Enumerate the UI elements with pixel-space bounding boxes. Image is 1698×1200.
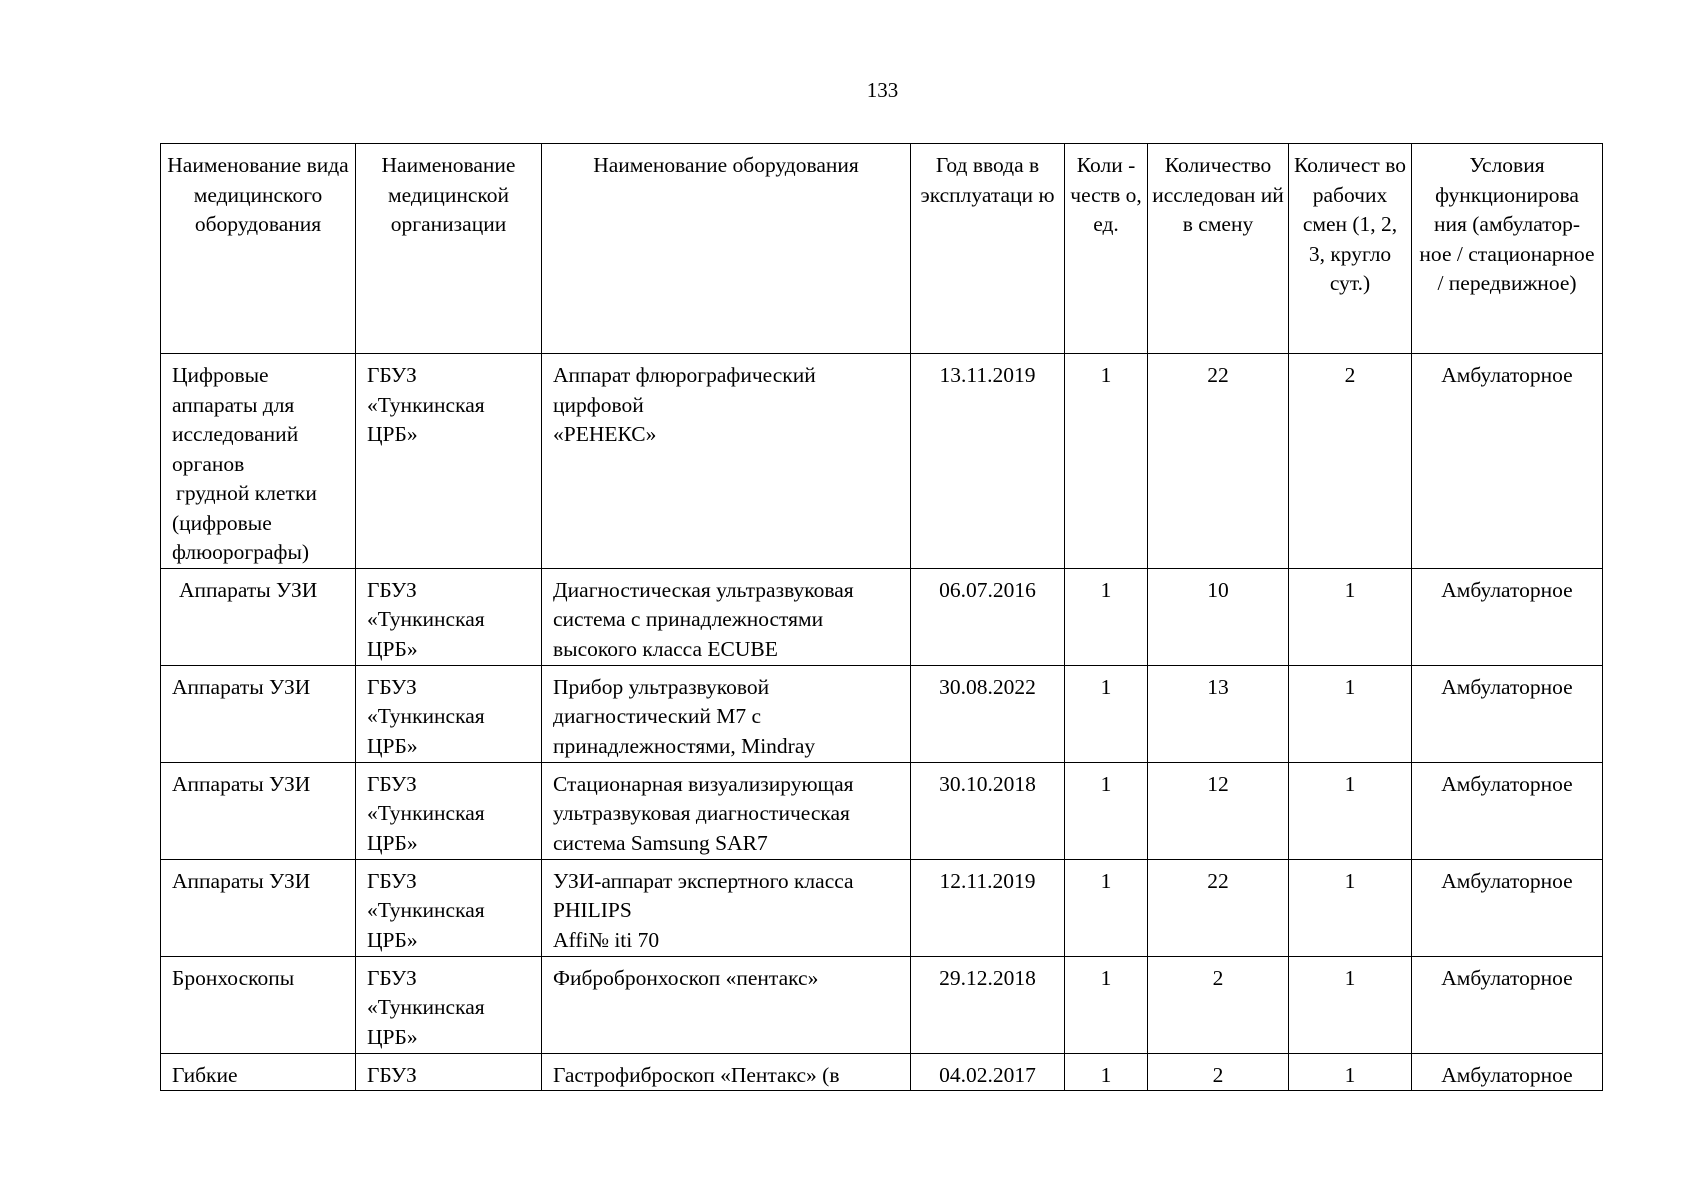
header-quantity: Коли - честв о, ед. [1065,144,1148,354]
cell-commission-date: 29.12.2018 [911,956,1065,1053]
cell-operating-conditions: Амбулаторное [1412,665,1603,762]
cell-studies-per-shift: 12 [1148,762,1289,859]
cell-studies-per-shift: 10 [1148,568,1289,665]
cell-shift-count: 1 [1289,859,1412,956]
cell-line: ЦРБ» [367,927,418,952]
cell-shift-count: 1 [1289,956,1412,1053]
cell-line: Гибкие [172,1062,238,1087]
header-shift-count: Количест во рабочих смен (1, 2, 3, кругло сут.) [1289,144,1412,354]
cell-quantity: 1 [1065,762,1148,859]
cell-operating-conditions: Амбулаторное [1412,1053,1603,1091]
table-row [161,665,1603,762]
cell-shift-count: 1 [1289,568,1412,665]
cell-organization [356,956,542,1053]
cell-line: исследований [172,422,299,446]
cell-line: ультразвуковая диагностическая [553,801,850,825]
cell-line: УЗИ-аппарат экспертного класса [553,868,854,893]
cell-line: Бронхоскопы [172,965,295,990]
cell-line: органов [172,451,245,476]
header-commission-year: Год ввода в эксплуатаци ю [911,144,1065,354]
cell-line: ЦРБ» [367,636,418,661]
cell-quantity: 1 [1065,859,1148,956]
cell-operating-conditions: Амбулаторное [1412,956,1603,1053]
cell-equipment-name [542,1053,911,1091]
equipment-table [160,143,1603,1091]
cell-line: Аппараты УЗИ [172,674,311,699]
cell-line: Аппараты УЗИ [172,771,311,796]
cell-line: Диагностическая ультразвуковая [553,577,854,602]
cell-line: Прибор ультразвуковой [553,674,770,699]
cell-equipment-type [161,956,356,1053]
cell-equipment-type [161,354,356,569]
cell-line: ГБУЗ [367,363,417,387]
cell-organization [356,762,542,859]
cell-line: ЦРБ» [367,422,418,446]
cell-line: диагностический М7 с [553,704,762,728]
cell-organization [356,354,542,569]
cell-equipment-type [161,859,356,956]
table-row [161,1053,1603,1091]
cell-studies-per-shift: 22 [1148,859,1289,956]
cell-line: ГБУЗ [367,965,417,990]
cell-line: ГБУЗ [367,1062,417,1087]
cell-commission-date: 12.11.2019 [911,859,1065,956]
table-row [161,354,1603,569]
cell-line: ГБУЗ [367,577,417,602]
cell-line: Стационарная визуализирующая [553,771,854,796]
cell-shift-count: 1 [1289,665,1412,762]
cell-line: Фибробронхоскоп «пентакс» [553,965,819,990]
page-number: 133 [866,78,899,102]
cell-line: цирфовой [553,392,644,417]
cell-line: «РЕНЕКС» [553,422,657,446]
cell-line: (цифровые [172,510,272,535]
cell-line: «Тункинская [367,898,485,922]
cell-line: Гастрофиброскоп «Пентакс» (в [553,1062,840,1087]
cell-line: PHILIPS [553,898,632,922]
cell-line: «Тункинская [367,801,485,825]
cell-line: система Samsung SAR7 [553,830,768,855]
cell-line: Аппараты УЗИ [172,868,311,893]
cell-operating-conditions: Амбулаторное [1412,354,1603,569]
cell-commission-date: 13.11.2019 [911,354,1065,569]
cell-line: Цифровые [172,363,269,387]
cell-equipment-type [161,665,356,762]
cell-line: Affi№ iti 70 [553,927,660,952]
cell-equipment-type [161,1053,356,1091]
cell-line: Аппарат флюрографический [553,363,816,387]
cell-line: принадлежностями, Mindray [553,733,816,758]
cell-line: «Тункинская [367,704,485,728]
cell-commission-date: 04.02.2017 [911,1053,1065,1091]
header-equipment-type: Наименование вида медицинского оборудования [161,144,356,354]
header-studies-per-shift: Количество исследован ий в смену [1148,144,1289,354]
cell-commission-date: 30.08.2022 [911,665,1065,762]
cell-equipment-name [542,956,911,1053]
cell-line: ГБУЗ [367,771,417,796]
cell-quantity: 1 [1065,354,1148,569]
cell-equipment-name [542,568,911,665]
table-row [161,568,1603,665]
cell-shift-count: 2 [1289,354,1412,569]
cell-line: «Тункинская [367,607,485,631]
table-row [161,762,1603,859]
cell-line: грудной клетки [176,481,317,505]
cell-line: Аппараты УЗИ [179,577,318,602]
cell-commission-date: 30.10.2018 [911,762,1065,859]
cell-equipment-type [161,568,356,665]
table-row [161,956,1603,1053]
table-header-row [161,144,1603,354]
cell-organization [356,1053,542,1091]
cell-equipment-name [542,665,911,762]
cell-line: ГБУЗ [367,674,417,699]
cell-equipment-name [542,354,911,569]
cell-quantity: 1 [1065,665,1148,762]
cell-operating-conditions: Амбулаторное [1412,762,1603,859]
table-row [161,859,1603,956]
cell-studies-per-shift: 22 [1148,354,1289,569]
cell-line: ГБУЗ [367,868,417,893]
header-operating-conditions: Условия функционирова ния (амбулатор- ное / стационарное / передвижное) [1412,144,1603,354]
cell-studies-per-shift: 13 [1148,665,1289,762]
cell-line: ЦРБ» [367,830,418,855]
cell-equipment-type [161,762,356,859]
cell-operating-conditions: Амбулаторное [1412,568,1603,665]
cell-line: «Тункинская [367,995,485,1019]
header-organization: Наименование медицинской организации [356,144,542,354]
cell-organization [356,665,542,762]
cell-operating-conditions: Амбулаторное [1412,859,1603,956]
cell-shift-count: 1 [1289,762,1412,859]
cell-line: ЦРБ» [367,1024,418,1049]
cell-line: «Тункинская [367,392,485,417]
cell-studies-per-shift: 2 [1148,956,1289,1053]
cell-organization [356,859,542,956]
cell-shift-count: 1 [1289,1053,1412,1091]
cell-line: флюорографы) [172,540,310,564]
cell-line: высокого класса ECUBE [553,636,778,661]
cell-line: система с принадлежностями [553,607,824,631]
cell-organization [356,568,542,665]
cell-quantity: 1 [1065,956,1148,1053]
cell-studies-per-shift: 2 [1148,1053,1289,1091]
cell-quantity: 1 [1065,568,1148,665]
cell-equipment-name [542,762,911,859]
header-equipment-name: Наименование оборудования [542,144,911,354]
cell-commission-date: 06.07.2016 [911,568,1065,665]
cell-equipment-name [542,859,911,956]
cell-line: ЦРБ» [367,733,418,758]
cell-line: аппараты для [172,392,295,417]
cell-quantity: 1 [1065,1053,1148,1091]
